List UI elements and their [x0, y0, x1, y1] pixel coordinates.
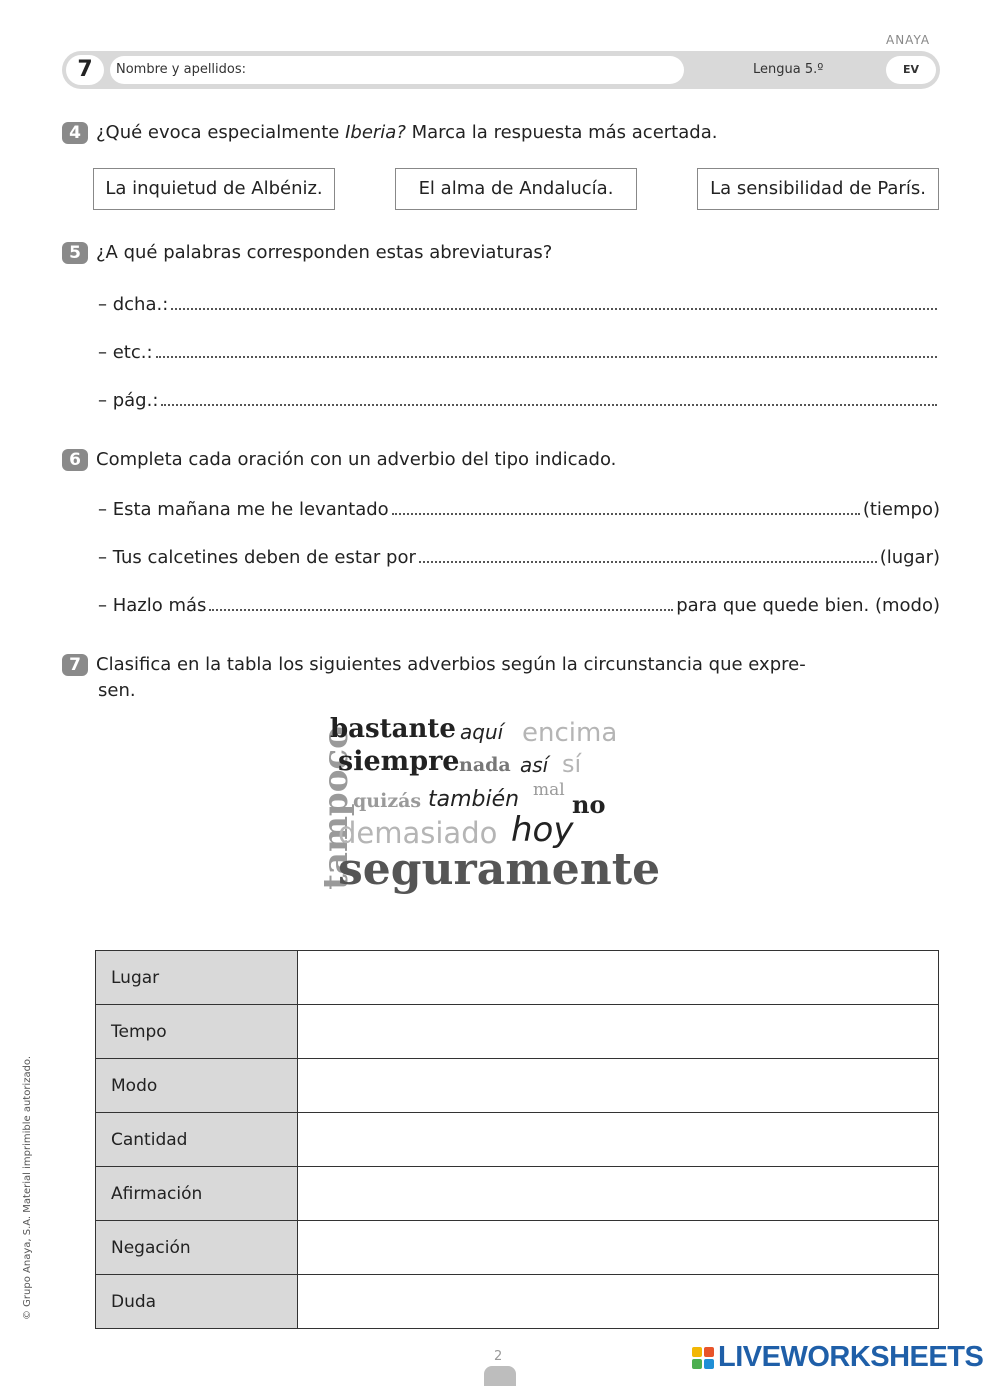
question-number-6: 6 [62, 449, 88, 471]
category-cell: Duda [96, 1275, 298, 1329]
liveworksheets-icon [692, 1347, 714, 1369]
category-cell: Cantidad [96, 1113, 298, 1167]
word-seguramente: seguramente [338, 844, 661, 895]
word-cloud [300, 710, 660, 915]
publisher-logo: ANAYA [886, 33, 931, 47]
word-encima: encima [522, 718, 618, 748]
sentence-line-lugar[interactable] [98, 542, 940, 568]
table-row [96, 1275, 939, 1329]
question-4-text-after: Marca la respuesta más acertada. [405, 122, 718, 143]
word-quizas: quizás [353, 790, 422, 812]
option-box-3[interactable]: La sensibilidad de París. [697, 168, 939, 210]
sentence-end: para que quede bien. (modo) [676, 595, 940, 616]
question-5-text: ¿A qué palabras corresponden estas abreviaturas? [96, 242, 553, 263]
liveworksheets-wordmark: LIVEWORKSHEETS [718, 1341, 984, 1373]
sentence-start: – Esta mañana me he levantado [98, 499, 389, 520]
word-aqui: aquí [460, 720, 504, 744]
table-row [96, 1005, 939, 1059]
dotted-line [419, 561, 877, 563]
answer-line-dcha[interactable] [98, 289, 940, 315]
dotted-line [209, 609, 673, 611]
question-number-7: 7 [62, 654, 88, 676]
word-tambien: también [428, 787, 520, 812]
question-4-text [96, 122, 717, 143]
question-number-5: 5 [62, 242, 88, 264]
word-tampoco: tampoco [316, 726, 356, 890]
table-row [96, 1059, 939, 1113]
question-7-text-line2: sen. [98, 680, 136, 701]
option-box-1[interactable]: La inquietud de Albéniz. [93, 168, 335, 210]
table-row [96, 1113, 939, 1167]
word-nada: nada [459, 754, 511, 776]
category-cell: Afirmación [96, 1167, 298, 1221]
category-cell: Modo [96, 1059, 298, 1113]
abbreviation-label: – pág.: [98, 390, 159, 411]
classification-table [95, 950, 939, 1329]
category-cell: Lugar [96, 951, 298, 1005]
sentence-start: – Tus calcetines deben de estar por [98, 547, 416, 568]
word-mal: mal [533, 780, 565, 800]
sentence-start: – Hazlo más [98, 595, 207, 616]
subject-label: Lengua 5.º [753, 62, 824, 77]
copyright-note: © Grupo Anaya, S.A. Material imprimible autorizado. [22, 1055, 33, 1320]
name-field[interactable] [110, 56, 684, 84]
question-7-text-line1: Clasifica en la tabla los siguientes adverbios según la circunstancia que expre- [96, 654, 806, 675]
word-asi: así [520, 753, 549, 777]
page-tab [484, 1366, 516, 1386]
sentence-end: (lugar) [879, 547, 940, 568]
question-4-text-italic: Iberia? [345, 122, 406, 143]
word-si: sí [562, 750, 582, 778]
answer-cell[interactable] [298, 1059, 939, 1113]
sentence-line-tiempo[interactable] [98, 494, 940, 520]
answer-line-pag[interactable] [98, 385, 940, 411]
table-row [96, 1221, 939, 1275]
page-number: 2 [494, 1349, 503, 1364]
word-hoy: hoy [511, 810, 574, 850]
option-box-2[interactable]: El alma de Andalucía. [395, 168, 637, 210]
question-number-4: 4 [62, 122, 88, 144]
table-row [96, 951, 939, 1005]
word-siempre: siempre [338, 746, 460, 777]
question-6-text: Completa cada oración con un adverbio del tipo indicado. [96, 449, 617, 470]
category-cell: Negación [96, 1221, 298, 1275]
answer-cell[interactable] [298, 1275, 939, 1329]
dotted-line [161, 404, 937, 406]
word-demasiado: demasiado [338, 816, 498, 850]
level-badge: EV [886, 56, 936, 84]
dotted-line [156, 356, 937, 358]
abbreviation-label: – etc.: [98, 342, 153, 363]
answer-cell[interactable] [298, 951, 939, 1005]
table-row [96, 1167, 939, 1221]
answer-cell[interactable] [298, 1005, 939, 1059]
dotted-line [171, 308, 937, 310]
liveworksheets-logo [692, 1341, 983, 1374]
answer-cell[interactable] [298, 1167, 939, 1221]
name-label: Nombre y apellidos: [116, 62, 247, 77]
question-4-text-before: ¿Qué evoca especialmente [96, 122, 346, 143]
answer-cell[interactable] [298, 1113, 939, 1167]
unit-number: 7 [66, 55, 104, 85]
answer-cell[interactable] [298, 1221, 939, 1275]
answer-line-etc[interactable] [98, 337, 940, 363]
category-cell: Tempo [96, 1005, 298, 1059]
dotted-line [392, 513, 860, 515]
sentence-line-modo[interactable] [98, 590, 940, 616]
abbreviation-label: – dcha.: [98, 294, 169, 315]
word-bastante: bastante [330, 714, 456, 744]
word-no: no [572, 790, 606, 819]
sentence-end: (tiempo) [862, 499, 940, 520]
